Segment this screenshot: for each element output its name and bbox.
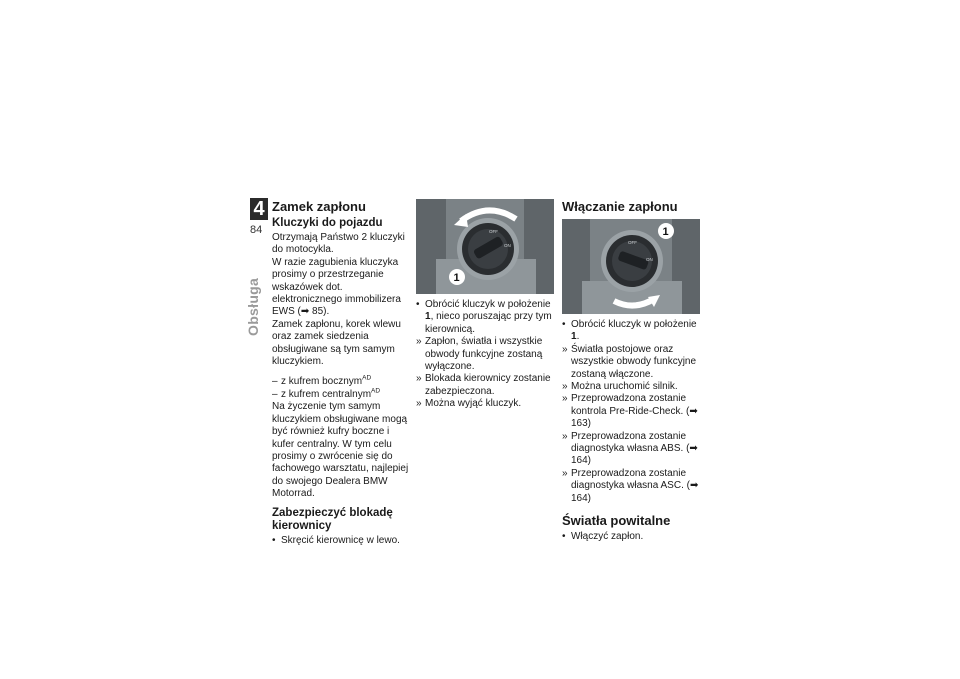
step-turn-handlebar: • Skręcić kierownicę w lewo. <box>272 534 400 546</box>
page-number: 84 <box>250 224 263 236</box>
step-turn-key-on: • Obrócić kluczyk w położenie 1. <box>562 319 697 343</box>
paragraph-same-key: Zamek zapłonu, korek wlewu oraz zamek siedzenia obsługiwane są tym samym kluczykiem. <box>272 318 401 368</box>
result-asc-diagnosis: » Przeprowadzona zostanie diagnostyka własna ASC. (➡ 164) <box>562 467 699 504</box>
paragraph-lost-key: W razie zagubienia kluczyka prosimy o przestrzeganie wskazówek dot. elektronicznego immobilizera EWS (➡ 85). <box>272 256 401 318</box>
option-top-case: – z kufrem centralnym$^{AD}$ <box>272 387 381 400</box>
callout-1-right: 1 <box>662 226 669 238</box>
ignition-lock-photo-left <box>416 199 554 294</box>
section-title-ignition-lock: Zamek zapłonu <box>272 199 366 214</box>
result-engine-start: » Można uruchomić silnik. <box>562 381 678 393</box>
svg-text:ON: ON <box>504 243 511 248</box>
column-2 <box>416 199 556 411</box>
step-switch-ignition: • Włączyć zapłon. <box>562 531 644 543</box>
paragraph-case-keys: Na życzenie tym samym kluczykiem obsługiwane mogą być również kufry boczne i kufer centralny. W tym celu prosimy o zwrócenie się do fachowego warsztatu, najlepiej do swojego Dealera BMW Motorrad. <box>272 401 409 500</box>
chapter-side-title: Obsługa <box>245 277 261 336</box>
section-title-welcome-lights: Światła powitalne <box>562 513 671 529</box>
chapter-number: 4 <box>250 198 268 220</box>
option-side-cases: – z kufrem bocznym$^{AD}$ <box>272 375 372 388</box>
callout-1: 1 <box>453 272 460 284</box>
svg-text:OFF: OFF <box>628 240 637 245</box>
subsection-title-keys: Kluczyki do pojazdu <box>272 217 383 229</box>
svg-text:ON: ON <box>646 257 653 262</box>
section-title-ignition-on: Włączanie zapłonu <box>562 199 678 214</box>
result-all-off: » Zapłon, światła i wszystkie obwody funkcyjne zostaną wyłączone. <box>416 336 543 373</box>
step-turn-key-lock: • Obrócić kluczyk w położenie 1, nieco poruszając przy tym kierownicą. <box>416 299 552 335</box>
ignition-lock-photo-right <box>562 219 700 314</box>
result-steering-locked: » Blokada kierownicy zostanie zabezpieczona. <box>416 373 551 397</box>
result-remove-key: » Można wyjąć kluczyk. <box>416 398 522 410</box>
subsection-title-steering-lock: Zabezpieczyć blokadę kierownicy <box>272 506 393 532</box>
paragraph-keys: Otrzymają Państwo 2 kluczyki do motocykla. <box>272 232 405 256</box>
result-abs-diagnosis: » Przeprowadzona zostanie diagnostyka własna ABS. (➡ 164) <box>562 430 698 467</box>
svg-text:OFF: OFF <box>489 229 498 234</box>
result-pre-ride-check: » Przeprowadzona zostanie kontrola Pre-Ride-Check. (➡ 163) <box>562 393 698 430</box>
result-lights-on: » Światła postojowe oraz wszystkie obwody funkcyjne zostaną włączone. <box>562 343 697 380</box>
column-1 <box>272 199 412 547</box>
column-3 <box>562 199 702 544</box>
